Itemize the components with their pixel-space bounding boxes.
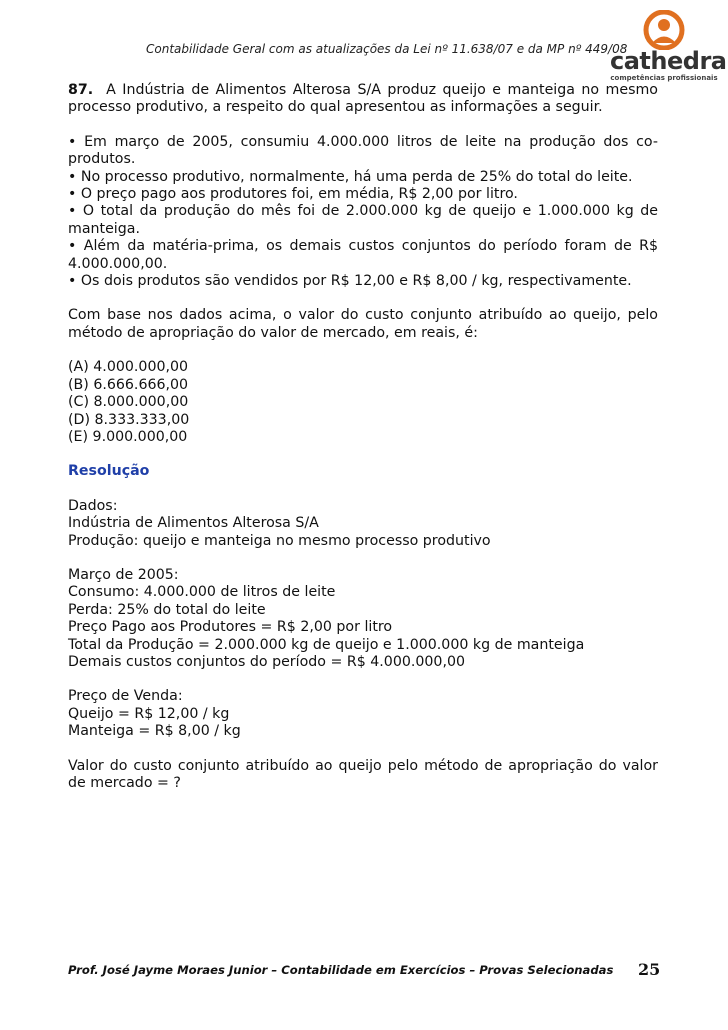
dados-title: Dados: [68, 497, 118, 514]
resolution-heading: Resolução [68, 463, 150, 480]
march-line: Demais custos conjuntos do período = R$ 4.000.000,00 [68, 653, 466, 670]
header-title: Contabilidade Geral com as atualizações da Lei nº 11.638/07 e da MP nº 449/08 [146, 42, 628, 56]
option-c: (C) 8.000.000,00 [68, 394, 189, 411]
bullet-item: • O total da produção do mês foi de 2.000.000 kg de queijo e 1.000.000 kg de manteiga. [68, 203, 658, 237]
dados-line: Indústria de Alimentos Alterosa S/A [68, 515, 319, 532]
march-line: Consumo: 4.000.000 de litros de leite [68, 584, 336, 601]
option-a: (A) 4.000.000,00 [68, 359, 189, 376]
footer-text: Prof. José Jayme Moraes Junior – Contabilidade em Exercícios – Provas Selecionadas [68, 963, 614, 977]
option-d: (D) 8.333.333,00 [68, 411, 190, 428]
march-line: Perda: 25% do total do leite [68, 601, 266, 618]
march-line: Preço Pago aos Produtores = R$ 2,00 por litro [68, 619, 393, 636]
bullet-item: • Além da matéria-prima, os demais custos conjuntos do período foram de R$ 4.000.000,00. [68, 238, 658, 272]
price-title: Preço de Venda: [68, 688, 183, 705]
bullet-item: • No processo produtivo, normalmente, há uma perda de 25% do total do leite. [68, 168, 633, 185]
final-question: Valor do custo conjunto atribuído ao queijo pelo método de apropriação do valor de mercado = ? [68, 757, 658, 791]
option-b: (B) 6.666.666,00 [68, 376, 189, 393]
price-line: Manteiga = R$ 8,00 / kg [68, 723, 241, 740]
logo-word: cathedra [610, 47, 727, 75]
question-intro [68, 82, 658, 117]
march-title: Março de 2005: [68, 566, 179, 583]
bullet-item: • O preço pago aos produtores foi, em média, R$ 2,00 por litro. [68, 186, 518, 203]
bullet-item: • Os dois produtos são vendidos por R$ 12,00 e R$ 8,00 / kg, respectivamente. [68, 273, 632, 290]
price-line: Queijo = R$ 12,00 / kg [68, 705, 230, 722]
logo-tagline: competências profissionais [610, 74, 718, 82]
page-number: 25 [638, 960, 661, 979]
main-content [68, 82, 658, 792]
question-prompt: Com base nos dados acima, o valor do custo conjunto atribuído ao queijo, pelo método de apropriação do valor de mercado, em reais, é: [68, 307, 658, 341]
answer-options [68, 359, 658, 446]
question-intro-text: A Indústria de Alimentos Alterosa S/A produz queijo e manteiga no mesmo processo produtivo, a respeito do qual apresentou as informações a seguir. [68, 82, 658, 116]
option-e: (E) 9.000.000,00 [68, 428, 188, 445]
dados-line: Produção: queijo e manteiga no mesmo processo produtivo [68, 532, 491, 549]
bullet-item: • Em março de 2005, consumiu 4.000.000 litros de leite na produção dos co-produtos. [68, 133, 658, 168]
person-circle-icon [638, 10, 690, 50]
march-line: Total da Produção = 2.000.000 kg de queijo e 1.000.000 kg de manteiga [68, 636, 585, 653]
question-number: 87. [68, 82, 94, 98]
cathedra-logo [610, 10, 727, 82]
